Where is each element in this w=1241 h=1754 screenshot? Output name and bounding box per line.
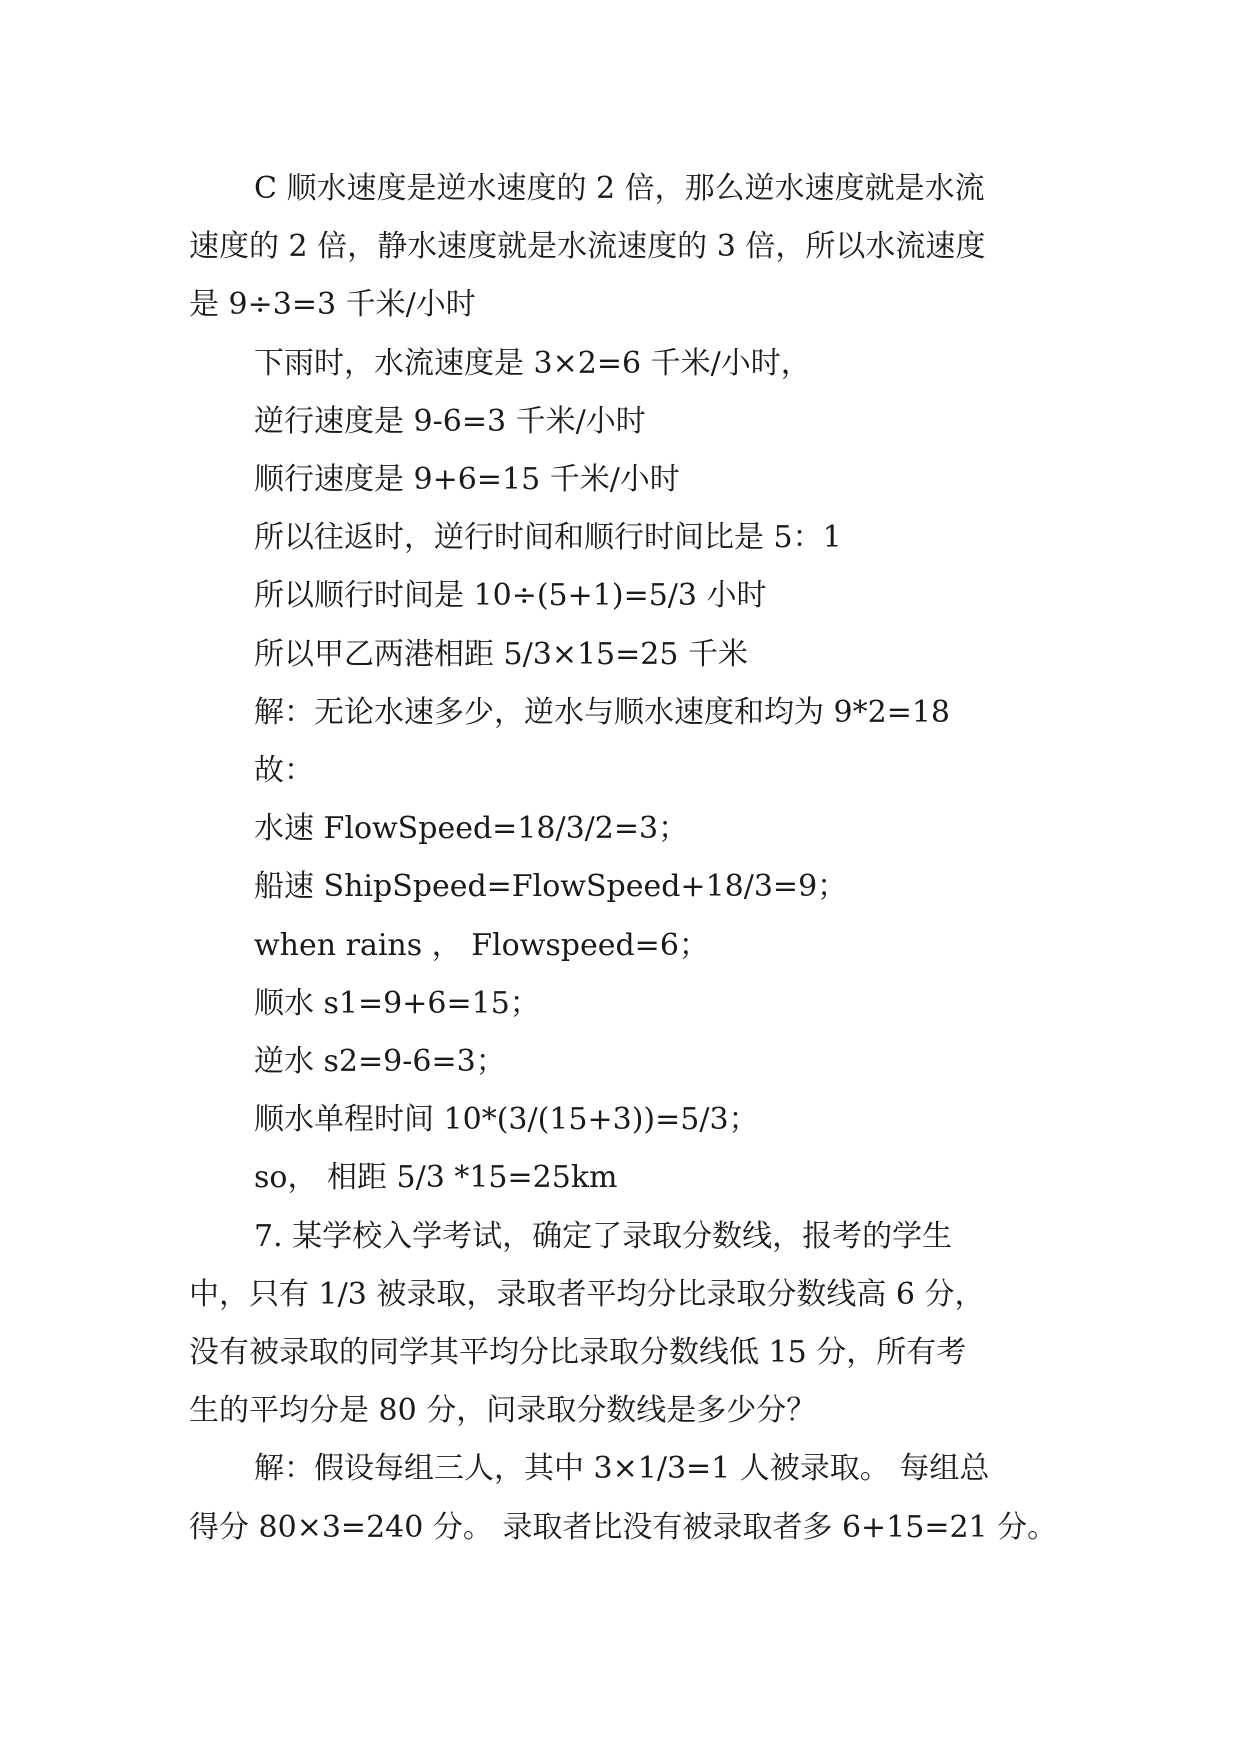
text-line: 解：假设每组三人，其中 3×1/3=1 人被录取。 每组总 — [254, 1451, 990, 1487]
text-line: C 顺水速度是逆水速度的 2 倍，那么逆水速度就是水流 — [254, 171, 985, 206]
text-line: 解：无论水速多少，逆水与顺水速度和均为 9*2=18 — [254, 694, 951, 730]
text-line: 得分 80×3=240 分。 录取者比没有被录取者多 6+15=21 分。 — [189, 1509, 1058, 1545]
text-line: 没有被录取的同学其平均分比录取分数线低 15 分，所有考 — [189, 1335, 967, 1371]
text-line: 所以甲乙两港相距 5/3×15=25 千米 — [254, 636, 748, 672]
text-line: 所以顺行时间是 10÷(5+1)=5/3 小时 — [254, 578, 767, 614]
document-body — [189, 160, 1069, 1557]
text-line: 生的平均分是 80 分，问录取分数线是多少分？ — [189, 1393, 817, 1429]
text-line: 故： — [254, 753, 314, 789]
text-line: 顺水单程时间 10*(3/(15+3))=5/3； — [254, 1102, 759, 1138]
text-line: 下雨时，水流速度是 3×2=6 千米/小时， — [254, 345, 811, 381]
text-line: when rains ， Flowspeed=6； — [254, 927, 709, 963]
text-line: 速度的 2 倍，静水速度就是水流速度的 3 倍，所以水流速度 — [189, 229, 986, 265]
text-line: 是 9÷3=3 千米/小时 — [189, 287, 476, 323]
text-line: 逆行速度是 9-6=3 千米/小时 — [254, 403, 646, 439]
text-line: so， 相距 5/3 *15=25km — [254, 1160, 618, 1196]
text-line: 船速 ShipSpeed=FlowSpeed+18/3=9； — [254, 869, 848, 905]
text-line: 7. 某学校入学考试，确定了录取分数线，报考的学生 — [254, 1218, 953, 1254]
question-7 — [189, 1208, 1069, 1441]
question-7-solution — [189, 1440, 1069, 1556]
text-line: 顺水 s1=9+6=15； — [254, 985, 540, 1021]
text-line: 所以往返时，逆行时间和顺行时间比是 5：1 — [254, 520, 842, 556]
text-line: 水速 FlowSpeed=18/3/2=3； — [254, 811, 689, 847]
paragraph-answer-c — [189, 160, 1069, 335]
text-line: 顺行速度是 9+6=15 千米/小时 — [254, 462, 680, 498]
text-line: 中，只有 1/3 被录取，录取者平均分比录取分数线高 6 分， — [189, 1276, 985, 1312]
solution-steps — [189, 335, 1069, 1208]
text-line: 逆水 s2=9-6=3； — [254, 1044, 506, 1080]
